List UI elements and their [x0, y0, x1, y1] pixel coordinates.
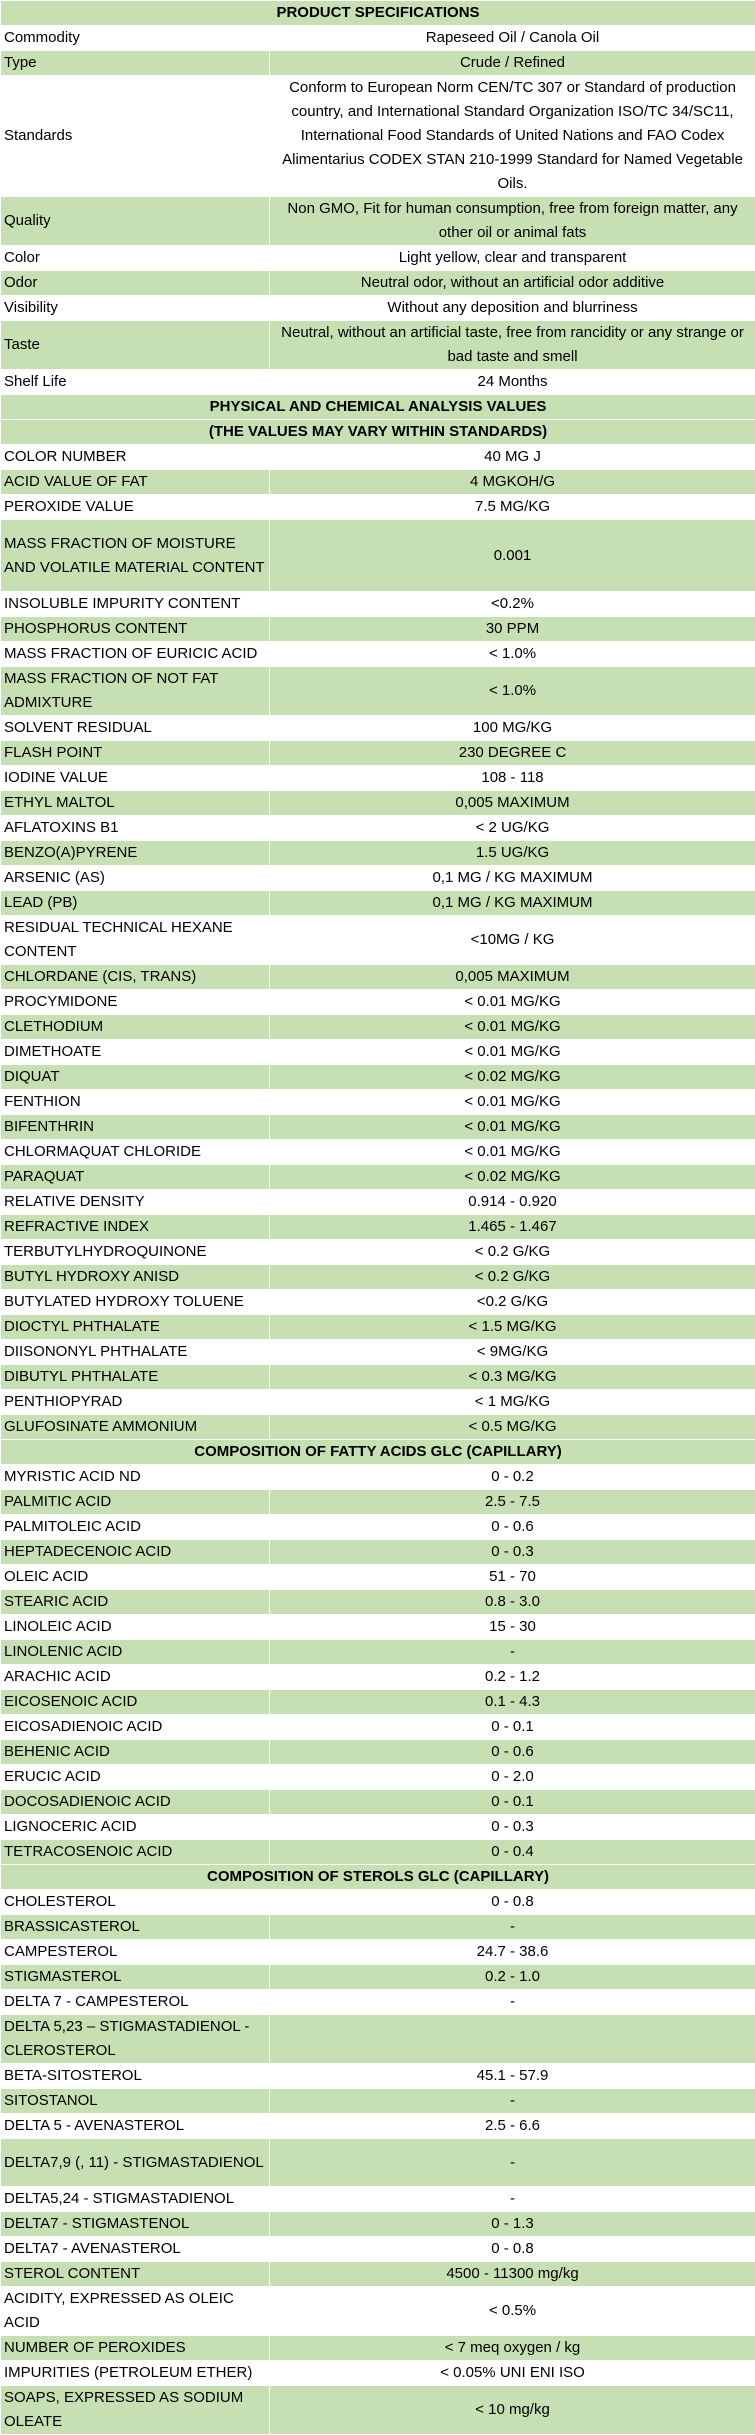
fatty-acid-label: OLEIC ACID	[1, 1565, 270, 1590]
physical-label: GLUFOSINATE AMMONIUM	[1, 1415, 270, 1440]
spec-value: Neutral, without an artificial taste, free from rancidity or any strange or bad taste and smell	[270, 321, 755, 370]
physical-value: < 9MG/KG	[270, 1340, 755, 1365]
physical-value: < 0.01 MG/KG	[270, 1090, 755, 1115]
physical-row	[1, 791, 755, 816]
physical-row	[1, 741, 755, 766]
physical-label: MASS FRACTION OF EURICIC ACID	[1, 642, 270, 667]
physical-label: ACID VALUE OF FAT	[1, 470, 270, 495]
fatty-acid-row	[1, 1640, 755, 1665]
physical-row	[1, 1240, 755, 1265]
sterol-row	[1, 1965, 755, 1990]
sterol-value: -	[270, 2089, 755, 2114]
fatty-acid-label: DOCOSADIENOIC ACID	[1, 1790, 270, 1815]
sterol-row	[1, 1915, 755, 1940]
fatty-acid-value: 0.8 - 3.0	[270, 1590, 755, 1615]
physical-row	[1, 990, 755, 1015]
fatty-acid-value: 0 - 2.0	[270, 1765, 755, 1790]
sterol-row	[1, 2287, 755, 2336]
physical-label: BENZO(A)PYRENE	[1, 841, 270, 866]
sterol-label: STIGMASTEROL	[1, 1965, 270, 1990]
spec-row-taste	[1, 321, 755, 370]
sterol-label: CAMPESTEROL	[1, 1940, 270, 1965]
physical-value: 0,005 MAXIMUM	[270, 965, 755, 990]
physical-row	[1, 1140, 755, 1165]
sterol-label: ACIDITY, EXPRESSED AS OLEIC ACID	[1, 2287, 270, 2336]
spec-value: Light yellow, clear and transparent	[270, 246, 755, 271]
physical-value: 230 DEGREE C	[270, 741, 755, 766]
sterol-value: 0 - 1.3	[270, 2212, 755, 2237]
physical-value: < 0.2 G/KG	[270, 1240, 755, 1265]
spec-row-commodity	[1, 26, 755, 51]
physical-row	[1, 1365, 755, 1390]
physical-value: 0,1 MG / KG MAXIMUM	[270, 891, 755, 916]
physical-label: CHLORDANE (CIS, TRANS)	[1, 965, 270, 990]
physical-label: DIISONONYL PHTHALATE	[1, 1340, 270, 1365]
spec-label: Taste	[1, 321, 270, 370]
physical-label: CHLORMAQUAT CHLORIDE	[1, 1140, 270, 1165]
physical-label: MASS FRACTION OF NOT FAT ADMIXTURE	[1, 667, 270, 716]
sterol-label: DELTA7,9 (, 11) - STIGMASTADIENOL	[1, 2139, 270, 2187]
physical-row	[1, 1040, 755, 1065]
physical-row	[1, 1290, 755, 1315]
spec-label: Shelf Life	[1, 370, 270, 395]
sterol-label: SITOSTANOL	[1, 2089, 270, 2114]
sterol-row	[1, 2089, 755, 2114]
physical-value: 1.465 - 1.467	[270, 1215, 755, 1240]
physical-row	[1, 592, 755, 617]
fatty-acid-label: LIGNOCERIC ACID	[1, 1815, 270, 1840]
sterol-value: 0.2 - 1.0	[270, 1965, 755, 1990]
sterol-value: < 7 meq oxygen / kg	[270, 2336, 755, 2361]
fatty-acid-value: 0 - 0.4	[270, 1840, 755, 1865]
physical-label: PHOSPHORUS CONTENT	[1, 617, 270, 642]
spec-value: Conform to European Norm CEN/TC 307 or Standard of production country, and International Standard Organization ISO/TC 34/SC11, International Food Standards of United Nations and FAO Codex Alimentarius CODEX STAN 210-1999 Standard for Named Vegetable Oils.	[270, 76, 755, 197]
physical-row	[1, 1015, 755, 1040]
physical-row	[1, 1090, 755, 1115]
spec-label: Quality	[1, 197, 270, 246]
fatty-acid-row	[1, 1590, 755, 1615]
sterol-value: 45.1 - 57.9	[270, 2064, 755, 2089]
physical-value: 0.914 - 0.920	[270, 1190, 755, 1215]
sterol-row	[1, 2064, 755, 2089]
physical-value: < 0.01 MG/KG	[270, 1015, 755, 1040]
sterol-value: 2.5 - 6.6	[270, 2114, 755, 2139]
physical-label: ARSENIC (AS)	[1, 866, 270, 891]
sterol-row	[1, 2237, 755, 2262]
fatty-acid-row	[1, 1840, 755, 1865]
physical-row	[1, 1265, 755, 1290]
physical-section-subtitle: (THE VALUES MAY VARY WITHIN STANDARDS)	[1, 420, 755, 445]
physical-value: 1.5 UG/KG	[270, 841, 755, 866]
physical-value: 4 MGKOH/G	[270, 470, 755, 495]
sterol-row	[1, 2262, 755, 2287]
physical-row	[1, 495, 755, 520]
physical-row	[1, 1115, 755, 1140]
physical-value: < 0.5 MG/KG	[270, 1415, 755, 1440]
fatty-acid-row	[1, 1790, 755, 1815]
sterol-row	[1, 2015, 755, 2064]
fatty-acid-label: LINOLEIC ACID	[1, 1615, 270, 1640]
physical-label: BUTYLATED HYDROXY TOLUENE	[1, 1290, 270, 1315]
fatty-acid-value: 0 - 0.3	[270, 1815, 755, 1840]
spec-row-type	[1, 51, 755, 76]
sterol-label: DELTA7 - STIGMASTENOL	[1, 2212, 270, 2237]
sterol-label: SOAPS, EXPRESSED AS SODIUM OLEATE	[1, 2386, 270, 2435]
physical-value: < 1.0%	[270, 667, 755, 716]
fatty-acids-section-title: COMPOSITION OF FATTY ACIDS GLC (CAPILLARY)	[1, 1440, 755, 1465]
fatty-acid-value: 15 - 30	[270, 1615, 755, 1640]
physical-label: FLASH POINT	[1, 741, 270, 766]
physical-value: 0.001	[270, 520, 755, 592]
physical-row	[1, 1165, 755, 1190]
spec-value: Rapeseed Oil / Canola Oil	[270, 26, 755, 51]
physical-label: IODINE VALUE	[1, 766, 270, 791]
sterol-label: DELTA 7 - CAMPESTEROL	[1, 1990, 270, 2015]
physical-value: < 0.01 MG/KG	[270, 1040, 755, 1065]
fatty-acid-row	[1, 1515, 755, 1540]
spec-value: Without any deposition and blurriness	[270, 296, 755, 321]
fatty-acid-label: MYRISTIC ACID ND	[1, 1465, 270, 1490]
spec-value: Crude / Refined	[270, 51, 755, 76]
sterol-label: DELTA 5,23 – STIGMASTADIENOL - CLEROSTEROL	[1, 2015, 270, 2064]
sterol-row	[1, 2139, 755, 2187]
fatty-acid-label: HEPTADECENOIC ACID	[1, 1540, 270, 1565]
physical-label: COLOR NUMBER	[1, 445, 270, 470]
fatty-acid-value: 0 - 0.6	[270, 1740, 755, 1765]
fatty-acid-value: 0.2 - 1.2	[270, 1665, 755, 1690]
physical-value: < 1.0%	[270, 642, 755, 667]
spec-label: Commodity	[1, 26, 270, 51]
physical-value: < 2 UG/KG	[270, 816, 755, 841]
sterol-row	[1, 2187, 755, 2212]
fatty-acid-value: 2.5 - 7.5	[270, 1490, 755, 1515]
physical-label: AFLATOXINS B1	[1, 816, 270, 841]
physical-label: PEROXIDE VALUE	[1, 495, 270, 520]
fatty-acid-row	[1, 1615, 755, 1640]
fatty-acid-row	[1, 1740, 755, 1765]
physical-row	[1, 1315, 755, 1340]
sterol-label: STEROL CONTENT	[1, 2262, 270, 2287]
sterol-value: 24.7 - 38.6	[270, 1940, 755, 1965]
physical-value: 108 - 118	[270, 766, 755, 791]
physical-label: CLETHODIUM	[1, 1015, 270, 1040]
fatty-acid-value: 0.1 - 4.3	[270, 1690, 755, 1715]
physical-row	[1, 1190, 755, 1215]
fatty-acid-row	[1, 1490, 755, 1515]
spec-row-shelf-life	[1, 370, 755, 395]
physical-label: PROCYMIDONE	[1, 990, 270, 1015]
physical-value: <0.2 G/KG	[270, 1290, 755, 1315]
fatty-acid-label: EICOSADIENOIC ACID	[1, 1715, 270, 1740]
physical-row	[1, 1065, 755, 1090]
fatty-acid-value: 0 - 0.1	[270, 1715, 755, 1740]
physical-value: 30 PPM	[270, 617, 755, 642]
physical-row	[1, 965, 755, 990]
physical-row	[1, 716, 755, 741]
physical-label: SOLVENT RESIDUAL	[1, 716, 270, 741]
physical-label: DIOCTYL PHTHALATE	[1, 1315, 270, 1340]
sterol-label: BRASSICASTEROL	[1, 1915, 270, 1940]
spec-row-standards	[1, 76, 755, 197]
sterol-label: NUMBER OF PEROXIDES	[1, 2336, 270, 2361]
physical-label: BUTYL HYDROXY ANISD	[1, 1265, 270, 1290]
fatty-acid-row	[1, 1765, 755, 1790]
fatty-acid-row	[1, 1540, 755, 1565]
physical-label: DIMETHOATE	[1, 1040, 270, 1065]
physical-row	[1, 1415, 755, 1440]
fatty-acid-row	[1, 1465, 755, 1490]
physical-row	[1, 520, 755, 592]
physical-row	[1, 816, 755, 841]
fatty-acid-row	[1, 1665, 755, 1690]
physical-value: 0,005 MAXIMUM	[270, 791, 755, 816]
physical-row	[1, 1215, 755, 1240]
sterol-value: 4500 - 11300 mg/kg	[270, 2262, 755, 2287]
sterol-value: -	[270, 1990, 755, 2015]
fatty-acid-value: -	[270, 1640, 755, 1665]
fatty-acid-value: 0 - 0.3	[270, 1540, 755, 1565]
sterol-label: DELTA 5 - AVENASTEROL	[1, 2114, 270, 2139]
physical-label: BIFENTHRIN	[1, 1115, 270, 1140]
physical-value: <10MG / KG	[270, 916, 755, 965]
fatty-acid-row	[1, 1815, 755, 1840]
physical-row	[1, 866, 755, 891]
sterol-row	[1, 1990, 755, 2015]
physical-value: < 0.01 MG/KG	[270, 990, 755, 1015]
physical-label: DIQUAT	[1, 1065, 270, 1090]
spec-label: Type	[1, 51, 270, 76]
sterol-value: -	[270, 2139, 755, 2187]
sterol-value: -	[270, 2187, 755, 2212]
physical-value: 7.5 MG/KG	[270, 495, 755, 520]
sterol-value: -	[270, 1915, 755, 1940]
physical-label: LEAD (PB)	[1, 891, 270, 916]
physical-label: INSOLUBLE IMPURITY CONTENT	[1, 592, 270, 617]
physical-label: DIBUTYL PHTHALATE	[1, 1365, 270, 1390]
physical-value: 40 MG J	[270, 445, 755, 470]
sterol-label: DELTA7 - AVENASTEROL	[1, 2237, 270, 2262]
physical-label: TERBUTYLHYDROQUINONE	[1, 1240, 270, 1265]
sterol-value: < 0.5%	[270, 2287, 755, 2336]
physical-row	[1, 1340, 755, 1365]
physical-value: < 0.2 G/KG	[270, 1265, 755, 1290]
physical-label: ETHYL MALTOL	[1, 791, 270, 816]
sterol-row	[1, 1940, 755, 1965]
physical-value: < 0.01 MG/KG	[270, 1115, 755, 1140]
physical-row	[1, 1390, 755, 1415]
sterol-row	[1, 2212, 755, 2237]
spec-value: Non GMO, Fit for human consumption, free from foreign matter, any other oil or animal fats	[270, 197, 755, 246]
spec-label: Odor	[1, 271, 270, 296]
sterol-row	[1, 1890, 755, 1915]
physical-section-title: PHYSICAL AND CHEMICAL ANALYSIS VALUES	[1, 395, 755, 420]
physical-row	[1, 891, 755, 916]
physical-row	[1, 642, 755, 667]
fatty-acid-label: BEHENIC ACID	[1, 1740, 270, 1765]
sterol-value: < 0.05% UNI ENI ISO	[270, 2361, 755, 2386]
spec-label: Visibility	[1, 296, 270, 321]
product-specifications-title: PRODUCT SPECIFICATIONS	[1, 1, 755, 26]
physical-row	[1, 766, 755, 791]
physical-value: <0.2%	[270, 592, 755, 617]
physical-value: 0,1 MG / KG MAXIMUM	[270, 866, 755, 891]
fatty-acid-label: PALMITIC ACID	[1, 1490, 270, 1515]
physical-label: RESIDUAL TECHNICAL HEXANE CONTENT	[1, 916, 270, 965]
physical-label: FENTHION	[1, 1090, 270, 1115]
fatty-acid-row	[1, 1565, 755, 1590]
sterol-row	[1, 2336, 755, 2361]
physical-value: < 0.01 MG/KG	[270, 1140, 755, 1165]
fatty-acid-label: EICOSENOIC ACID	[1, 1690, 270, 1715]
physical-row	[1, 617, 755, 642]
fatty-acid-value: 0 - 0.6	[270, 1515, 755, 1540]
physical-row	[1, 916, 755, 965]
physical-label: RELATIVE DENSITY	[1, 1190, 270, 1215]
physical-value: < 0.3 MG/KG	[270, 1365, 755, 1390]
fatty-acid-label: ERUCIC ACID	[1, 1765, 270, 1790]
fatty-acid-value: 0 - 0.2	[270, 1465, 755, 1490]
sterol-row	[1, 2386, 755, 2435]
sterol-label: BETA-SITOSTEROL	[1, 2064, 270, 2089]
spec-value: 24 Months	[270, 370, 755, 395]
spec-row-quality	[1, 197, 755, 246]
sterol-label: DELTA5,24 - STIGMASTADIENOL	[1, 2187, 270, 2212]
spec-label: Color	[1, 246, 270, 271]
physical-value: < 1 MG/KG	[270, 1390, 755, 1415]
physical-value: < 0.02 MG/KG	[270, 1065, 755, 1090]
physical-label: PENTHIOPYRAD	[1, 1390, 270, 1415]
physical-value: 100 MG/KG	[270, 716, 755, 741]
physical-label: PARAQUAT	[1, 1165, 270, 1190]
physical-row	[1, 667, 755, 716]
fatty-acid-label: TETRACOSENOIC ACID	[1, 1840, 270, 1865]
spec-value: Neutral odor, without an artificial odor additive	[270, 271, 755, 296]
physical-value: < 0.02 MG/KG	[270, 1165, 755, 1190]
fatty-acid-label: ARACHIC ACID	[1, 1665, 270, 1690]
physical-label: MASS FRACTION OF MOISTURE AND VOLATILE MATERIAL CONTENT	[1, 520, 270, 592]
sterol-row	[1, 2114, 755, 2139]
sterol-label: IMPURITIES (PETROLEUM ETHER)	[1, 2361, 270, 2386]
spec-row-odor	[1, 271, 755, 296]
fatty-acid-value: 0 - 0.1	[270, 1790, 755, 1815]
fatty-acid-label: PALMITOLEIC ACID	[1, 1515, 270, 1540]
spec-row-color	[1, 246, 755, 271]
physical-label: REFRACTIVE INDEX	[1, 1215, 270, 1240]
fatty-acid-value: 51 - 70	[270, 1565, 755, 1590]
fatty-acid-label: LINOLENIC ACID	[1, 1640, 270, 1665]
sterols-section-title: COMPOSITION OF STEROLS GLC (CAPILLARY)	[1, 1865, 755, 1890]
sterol-value: 0 - 0.8	[270, 2237, 755, 2262]
sterol-value	[270, 2015, 755, 2064]
spec-row-visibility	[1, 296, 755, 321]
physical-row	[1, 841, 755, 866]
fatty-acid-row	[1, 1715, 755, 1740]
sterol-label: CHOLESTEROL	[1, 1890, 270, 1915]
sterol-value: < 10 mg/kg	[270, 2386, 755, 2435]
sterol-value: 0 - 0.8	[270, 1890, 755, 1915]
physical-row	[1, 445, 755, 470]
physical-row	[1, 470, 755, 495]
spec-label: Standards	[1, 76, 270, 197]
fatty-acid-label: STEARIC ACID	[1, 1590, 270, 1615]
sterol-row	[1, 2361, 755, 2386]
physical-value: < 1.5 MG/KG	[270, 1315, 755, 1340]
fatty-acid-row	[1, 1690, 755, 1715]
